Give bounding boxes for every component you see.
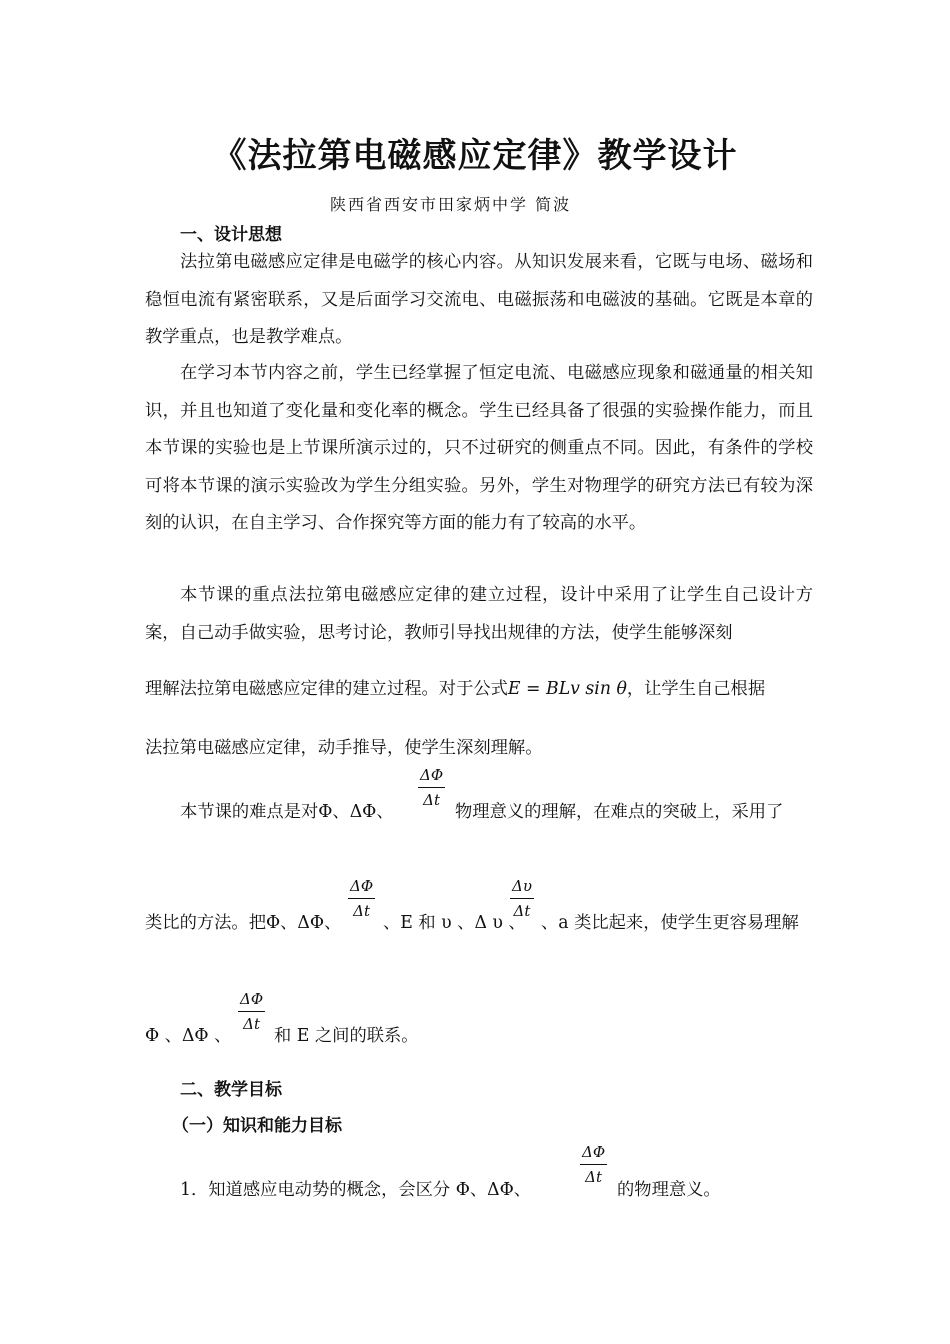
paragraph-3-text-a: 本节课的重点法拉第电磁感应定律的建立过程，设计中采用了让学生自己设计方案，自己动手做实验，思考讨论，教师引导找出规律的方法，使学生能够深刻 (145, 585, 813, 643)
paragraph-3 (145, 577, 813, 652)
paragraph-3-text-b-post: ，让学生自己根据 (626, 679, 766, 699)
fraction-dphi-dt (348, 877, 375, 920)
fraction-denominator: Δt (243, 1015, 260, 1033)
fraction-numerator: ΔΦ (348, 877, 375, 899)
fraction-denominator: Δt (513, 902, 531, 920)
paragraph-3-formula-line (145, 674, 765, 699)
paragraph-1-text: 法拉第电磁感应定律是电磁学的核心内容。从知识发展来看，它既与电场、磁场和稳恒电流有紧密联系，又是后面学习交流电、电磁振荡和电磁波的基础。它既是本章的教学重点，也是教学难点。 (145, 252, 813, 347)
author-line: 陕西省西安市田家炳中学 简波 (330, 195, 572, 214)
goal-item-1-post: 的物理意义。 (617, 1180, 721, 1200)
fraction-dv-dt (510, 877, 534, 920)
fraction-denominator: Δt (423, 791, 440, 809)
paragraph-4-text-b-post: 、a 类比起来，使学生更容易理解 (541, 913, 799, 933)
paragraph-4-text-c-post: 和 E 之间的联系。 (274, 1026, 419, 1046)
document-title: 《法拉第电磁感应定律》教学设计 (212, 136, 738, 176)
fraction-denominator: Δt (585, 1168, 602, 1186)
section-heading-design-idea: 一、设计思想 (180, 225, 282, 245)
paragraph-4-text-a-pre: 本节课的难点是对Φ、ΔΦ、 (180, 802, 394, 822)
paragraph-3-text-c: 法拉第电磁感应定律，动手推导，使学生深刻理解。 (145, 738, 543, 758)
subsection-heading-knowledge: （一）知识和能力目标 (172, 1116, 342, 1136)
fraction-dphi-dt (238, 990, 265, 1033)
paragraph-4-text-a-post: 物理意义的理解，在难点的突破上，采用了 (455, 802, 784, 822)
fraction-dphi-dt (580, 1143, 607, 1186)
fraction-numerator: ΔΦ (418, 766, 445, 788)
fraction-numerator: ΔΦ (580, 1143, 607, 1165)
formula-emf: E = BLv sin θ (507, 679, 627, 699)
paragraph-3-text-b-pre: 理解法拉第电磁感应定律的建立过程。对于公式 (145, 679, 508, 699)
fraction-denominator: Δt (353, 902, 370, 920)
fraction-numerator: Δυ (510, 877, 534, 899)
section-heading-teaching-goals: 二、教学目标 (180, 1080, 282, 1100)
paragraph-2 (145, 355, 813, 543)
fraction-numerator: ΔΦ (238, 990, 265, 1012)
paragraph-4-text-c-pre: Φ 、ΔΦ 、 (145, 1026, 232, 1046)
paragraph-1 (145, 244, 813, 357)
paragraph-4-text-b-mid: 、E 和 υ 、Δ υ 、 (383, 913, 526, 933)
fraction-dphi-dt (418, 766, 445, 809)
paragraph-2-text: 在学习本节内容之前，学生已经掌握了恒定电流、电磁感应现象和磁通量的相关知识，并且也知道了变化量和变化率的概念。学生已经具备了很强的实验操作能力，而且本节课的实验也是上节课所演示过的，只不过研究的侧重点不同。因此，有条件的学校可将本节课的演示实验改为学生分组实验。另外，学生对物理学的研究方法已有较为深刻的认识，在自主学习、合作探究等方面的能力有了较高的水平。 (145, 363, 813, 533)
goal-item-1-pre: 1．知道感应电动势的概念，会区分 Φ、ΔΦ、 (180, 1180, 532, 1200)
paragraph-4-text-b-pre: 类比的方法。把Φ、ΔΦ、 (145, 913, 342, 933)
